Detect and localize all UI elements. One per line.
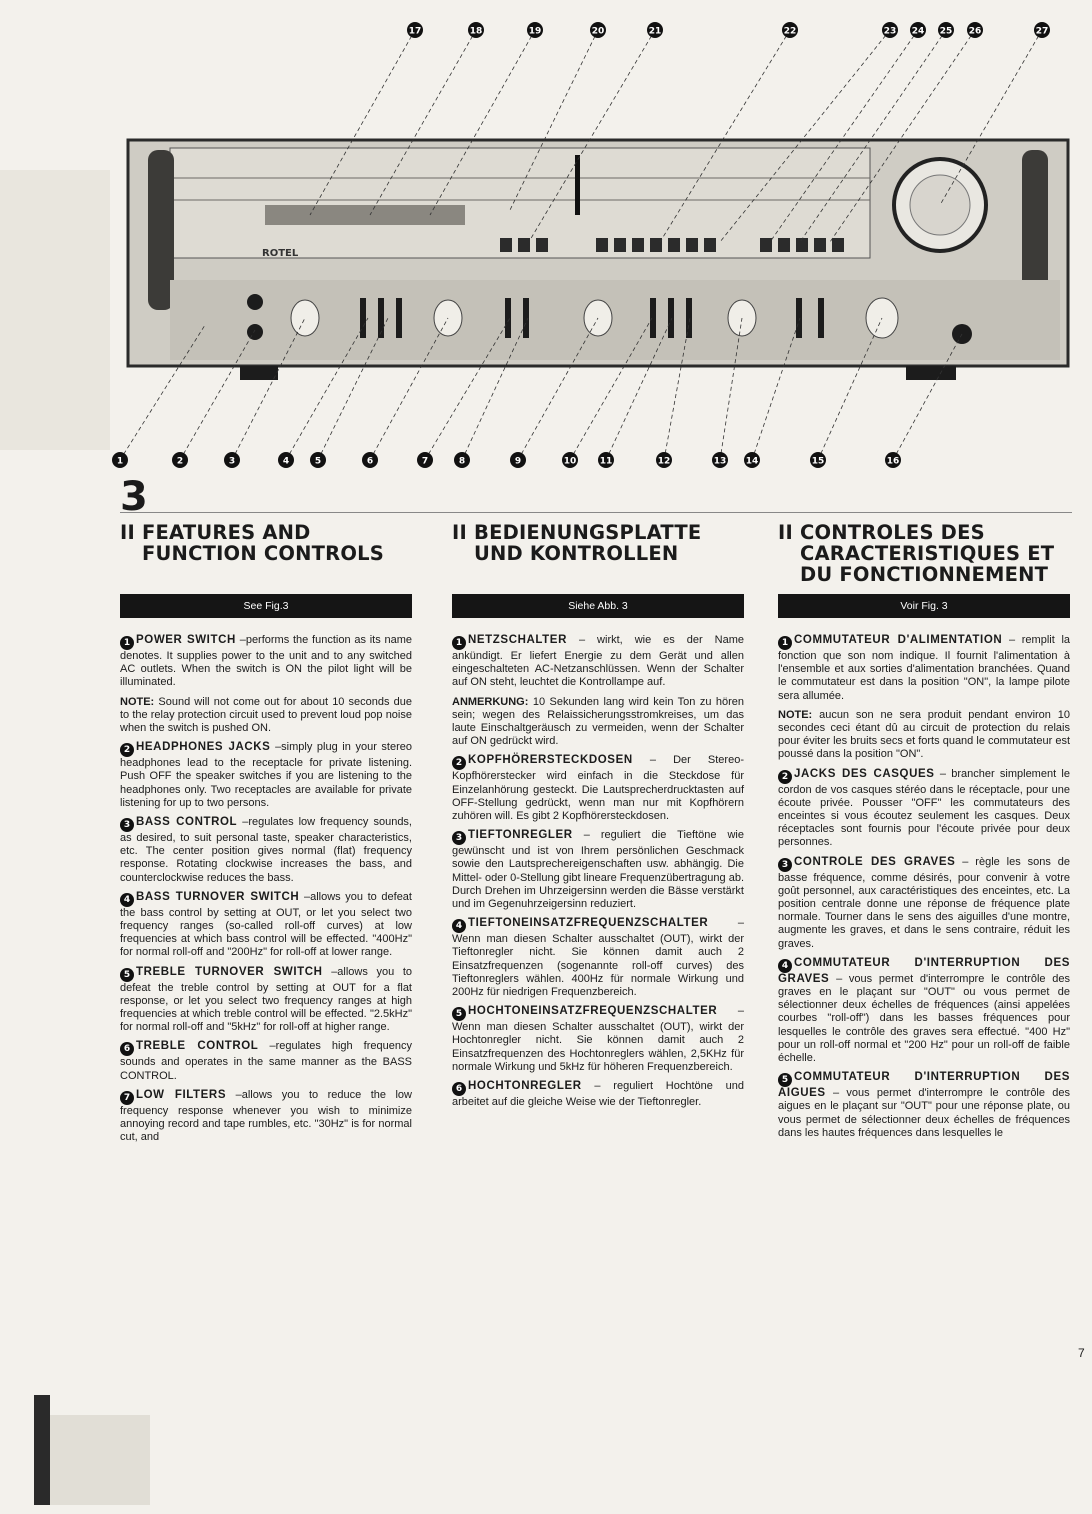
feature-description: – vous permet d'interrompre le contrôle des graves en le plaçant sur "OUT" ou vous permet de sélectionner deux échelles de fréquences (ainsi appelées courbes "roll-off") dans les basses fréquences pour lesquelles le contrôle des graves sera effectué. "400 Hz" pour un roll-off normal et "200 Hz" pour un roll-off de faible échelle. — [778, 972, 1070, 1065]
feature-title: NETZSCHALTER — [468, 634, 567, 646]
feature-title: JACKS DES CASQUES — [794, 767, 935, 780]
item-number-badge: 6 — [120, 1042, 134, 1056]
feature-title: COMMUTATEUR D'INTERRUPTION DES GRAVES — [778, 956, 1070, 985]
callout-number: 13 — [713, 456, 727, 467]
item-number-badge: 5 — [452, 1007, 466, 1021]
feature-title: POWER SWITCH — [136, 634, 236, 646]
feature-title: BASS CONTROL — [136, 816, 238, 829]
see-figure-bar: Siehe Abb. 3 — [452, 594, 744, 618]
feature-description: – Wenn man diesen Schalter ausschaltet (OUT), wirkt der Tieftonregler nicht. Sie können damit auch 2 Einsatzfrequenzen (sogenannte roll-off curves) des Tieftonreglers wählen. 400Hz für normale Wirkung und 200Hz für niedrigen Frequenzbereich. — [452, 917, 744, 999]
callout-number: 26 — [968, 26, 982, 37]
feature-title: CONTROLE DES GRAVES — [794, 855, 956, 868]
item-number-badge: 5 — [778, 1073, 792, 1087]
feature-description: –allows you to defeat the treble control by setting at OUT for a flat response, or let you select two frequency ranges at high frequencies at which treble control will be effected. "2.5kHz" for normal roll-off and "5kHz" for roll-off at higher range. — [120, 965, 412, 1034]
feature-title: BASS TURNOVER SWITCH — [136, 890, 300, 903]
item-number-badge: 4 — [452, 919, 466, 933]
callout-number: 21 — [648, 26, 662, 37]
item-number-badge: 3 — [452, 831, 466, 845]
note-label: NOTE: — [778, 708, 813, 721]
callout-number: 7 — [421, 456, 429, 467]
item-number-badge: 3 — [120, 818, 134, 832]
callout-number: 10 — [563, 456, 577, 467]
brand-label: ROTEL — [262, 248, 299, 259]
feature-description: Sound will not come out for about 10 seconds due to the relay protection circuit used to prevent loud pop noise when the switch is pushed ON. — [120, 695, 413, 735]
feature-description: – remplit la fonction que son nom indique. Il fournit l'alimentation à l'ensemble et aux sorties d'alimentation branchées. Quand le commutateur est dans la position "ON", la lampe pilote sera allumée. — [778, 634, 1071, 702]
section-body — [120, 634, 412, 1150]
callout-number: 22 — [783, 26, 797, 37]
feature-title: HOCHTONEINSATZFREQUENZSCHALTER — [468, 1005, 718, 1018]
feature-title: KOPFHÖRERSTECKDOSEN — [468, 754, 633, 767]
feature-paragraph — [120, 634, 412, 690]
item-number-badge: 1 — [778, 636, 792, 650]
callout-number: 15 — [811, 456, 825, 467]
feature-description: –regulates low frequency sounds, as desired, to suit personal taste, speaker characteristics, etc. The center position gives normal (flat) frequency response. Rotating clockwise increases the bass, and counterclockwise reduces the bass. — [120, 816, 412, 884]
feature-paragraph — [778, 957, 1070, 1065]
callout-number: 3 — [228, 456, 236, 467]
callout-number: 16 — [886, 456, 900, 467]
column-english — [120, 521, 413, 1144]
callout-number: 4 — [282, 456, 290, 467]
item-number-badge: 2 — [120, 743, 134, 757]
section-body — [452, 634, 744, 1115]
feature-paragraph — [452, 1080, 744, 1109]
feature-paragraph — [778, 1071, 1070, 1140]
feature-paragraph — [120, 816, 412, 885]
feature-paragraph — [778, 634, 1070, 703]
feature-paragraph — [452, 754, 744, 823]
feature-title: HEADPHONES JACKS — [136, 741, 271, 754]
item-number-badge: 1 — [120, 636, 134, 650]
callout-number: 18 — [469, 26, 483, 37]
callout-number: 19 — [528, 26, 542, 37]
feature-description: – brancher simplement le cordon de vos casques stéréo dans le réceptacle, pour une écoute privée. Pousser "OFF" les commutateurs des enceintes si vous écoutez seulement les casques. Deux réceptacles sont fournis pour l'écoute privée pour deux personnes. — [778, 767, 1070, 849]
feature-description: –performs the function as its name denotes. It supplies power to the unit and to any switched AC outlets. When the switch is ON the pilot light will be illuminated. — [120, 634, 413, 689]
feature-description: aucun son ne sera produit pendant environ 10 secondes ceci étant dû au circuit de protection du relais pour éviter les bruits secs et forts quand le commutateur est poussé dans la position "ON". — [778, 708, 1070, 761]
feature-title: TIEFTONEINSATZFREQUENZSCHALTER — [468, 917, 709, 930]
callout-number: 2 — [176, 456, 184, 467]
item-number-badge: 2 — [452, 756, 466, 770]
feature-description: –simply plug in your stereo headphones lead to the receptacle for private listening. Push OFF the speaker switches if you are listening to the headphones only. Two receptacles are available for private listening for up to two persons. — [120, 741, 413, 809]
feature-paragraph — [778, 709, 1070, 762]
item-number-badge: 6 — [452, 1082, 466, 1096]
scan-shadow-decoration — [20, 1395, 150, 1505]
feature-description: –allows you to reduce the low frequency response whenever you wish to minimize annoying record and tape rumbles, etc. "30Hz" is for normal cut, and — [120, 1088, 412, 1144]
callout-number: 9 — [514, 456, 522, 467]
callout-number: 24 — [911, 26, 925, 37]
feature-title: TREBLE TURNOVER SWITCH — [136, 965, 323, 978]
feature-description: – reguliert Hochtöne und arbeitet auf die gleiche Weise wie der Tieftonregler. — [452, 1080, 744, 1109]
callout-number: 17 — [408, 26, 422, 37]
item-number-badge: 5 — [120, 968, 134, 982]
callout-number: 6 — [366, 456, 374, 467]
feature-description: – wirkt, wie es der Name ankündigt. Er liefert Energie zu dem Gerät und allen eingeschalteten AC-Netzanschlüssen. Wenn der Schalter auf ON steht, leuchtet die Kontrollampe auf. — [452, 634, 744, 689]
page-number: 7 — [1078, 1346, 1085, 1360]
feature-paragraph — [120, 696, 412, 736]
section-heading: II BEDIENUNGSPLATTE UND KONTROLLEN — [452, 521, 702, 565]
item-number-badge: 4 — [778, 959, 792, 973]
feature-paragraph — [120, 891, 412, 960]
receiver-front-panel-figure — [0, 0, 1092, 470]
feature-paragraph — [120, 1040, 412, 1082]
item-number-badge: 4 — [120, 893, 134, 907]
feature-title: COMMUTATEUR D'ALIMENTATION — [794, 634, 1003, 646]
feature-description: – Wenn man diesen Schalter ausschaltet (OUT), wirkt der Hochtonregler nicht. Sie können damit auch 2 Einsatzfrequenzen des Hochtonreglers wählen, 2,5KHz für normale Wirkung und 5kHz für höheren Frequenzbereich. — [452, 1005, 744, 1073]
callout-number: 20 — [591, 26, 605, 37]
feature-description: – vous permet d'interrompre le contrôle des aigues en le plaçant sur "OUT" pour une réponse plate, ou vous permet de sélectionner deux échelles de fréquences dans les hautes fréquences dans lesquelles le — [778, 1087, 1070, 1139]
feature-paragraph — [120, 1089, 412, 1145]
feature-paragraph — [120, 966, 412, 1035]
callout-number: 14 — [745, 456, 759, 467]
feature-description: –regulates high frequency sounds and operates in the same manner as the BASS CONTROL. — [120, 1040, 412, 1082]
feature-paragraph — [120, 741, 412, 810]
column-french — [778, 521, 1071, 1139]
feature-description: – Der Stereo-Kopfhörerstecker wird einfach in die Steckdose für Einzelanhörung gesteckt. Die Lautsprecherdrucktasten auf OFF-Stellung gedrückt, wenn man nur mit Kopfhörern zuhören will. Es gibt 2 Kopfhörersteckdosen. — [452, 754, 744, 823]
feature-title: TIEFTONREGLER — [468, 829, 573, 842]
feature-paragraph — [778, 768, 1070, 850]
item-number-badge: 2 — [778, 770, 792, 784]
feature-title: LOW FILTERS — [136, 1088, 227, 1101]
callout-number: 5 — [314, 456, 322, 467]
feature-paragraph — [452, 634, 744, 690]
feature-description: –allows you to defeat the bass control by setting at OUT, or let you select two frequency ranges (so-called roll-off curves) at low frequencies at which bass control will be effected. "400Hz" for normal roll-off and "200Hz" for roll-off at lower range. — [120, 890, 412, 959]
feature-description: – reguliert die Tieftöne wie gewünscht und ist von Ihrem persönlichen Geschmack sowie den Lautsprechereigenschaften usw. abhängig. Die Mittel- oder 0-Stellung gibt lineare Frequenzübertragung ab. Durch Drehen im Uhrzeigersinn werden die Bässe verstärkt und im Gegenuhrzeigersinn reduziert. — [452, 829, 744, 911]
callout-number: 1 — [116, 456, 124, 467]
callout-number: 8 — [458, 456, 466, 467]
feature-paragraph — [452, 696, 744, 749]
see-figure-bar: See Fig.3 — [120, 594, 412, 618]
column-german — [452, 521, 745, 1109]
item-number-badge: 7 — [120, 1091, 134, 1105]
callout-number: 25 — [939, 26, 953, 37]
section-heading: II FEATURES AND FUNCTION CONTROLS — [120, 521, 384, 565]
callout-number: 27 — [1035, 26, 1049, 37]
feature-description: – règle les sons de basse fréquence, comme désirés, pour convenir à votre goût personnel, aux caractéristiques des enceintes, etc. La position centrale donne une réponse de fréquence plate normale. Tourner dans le sens des aiguilles d'une montre, augmente les graves, et dans le sens contraire, réduit les graves. — [778, 855, 1070, 950]
feature-paragraph — [778, 856, 1070, 951]
feature-paragraph — [452, 917, 744, 999]
feature-title: HOCHTONREGLER — [468, 1080, 582, 1093]
item-number-badge: 1 — [452, 636, 466, 650]
feature-description: 10 Sekunden lang wird kein Ton zu hören sein; wegen des Relaissicherungsstromkreises, um das laute Einschaltgeräusch zu vermeiden, wenn der Schalter auf ON gedrückt wird. — [452, 695, 745, 748]
item-number-badge: 3 — [778, 858, 792, 872]
feature-title: TREBLE CONTROL — [136, 1040, 259, 1053]
callout-number: 12 — [657, 456, 671, 467]
callout-number: 23 — [883, 26, 897, 37]
feature-title: COMMUTATEUR D'INTERRUPTION DES AIGUES — [778, 1071, 1070, 1100]
section-heading: II CONTROLES DES CARACTERISTIQUES ET DU FONCTIONNEMENT — [778, 521, 1055, 586]
see-figure-bar: Voir Fig. 3 — [778, 594, 1070, 618]
figure-number: 3 — [120, 474, 149, 520]
feature-paragraph — [452, 829, 744, 911]
note-label: ANMERKUNG: — [452, 695, 529, 708]
section-divider — [120, 512, 1072, 513]
note-label: NOTE: — [120, 695, 155, 708]
callout-number: 11 — [599, 456, 613, 467]
feature-paragraph — [452, 1005, 744, 1074]
section-body — [778, 634, 1070, 1146]
